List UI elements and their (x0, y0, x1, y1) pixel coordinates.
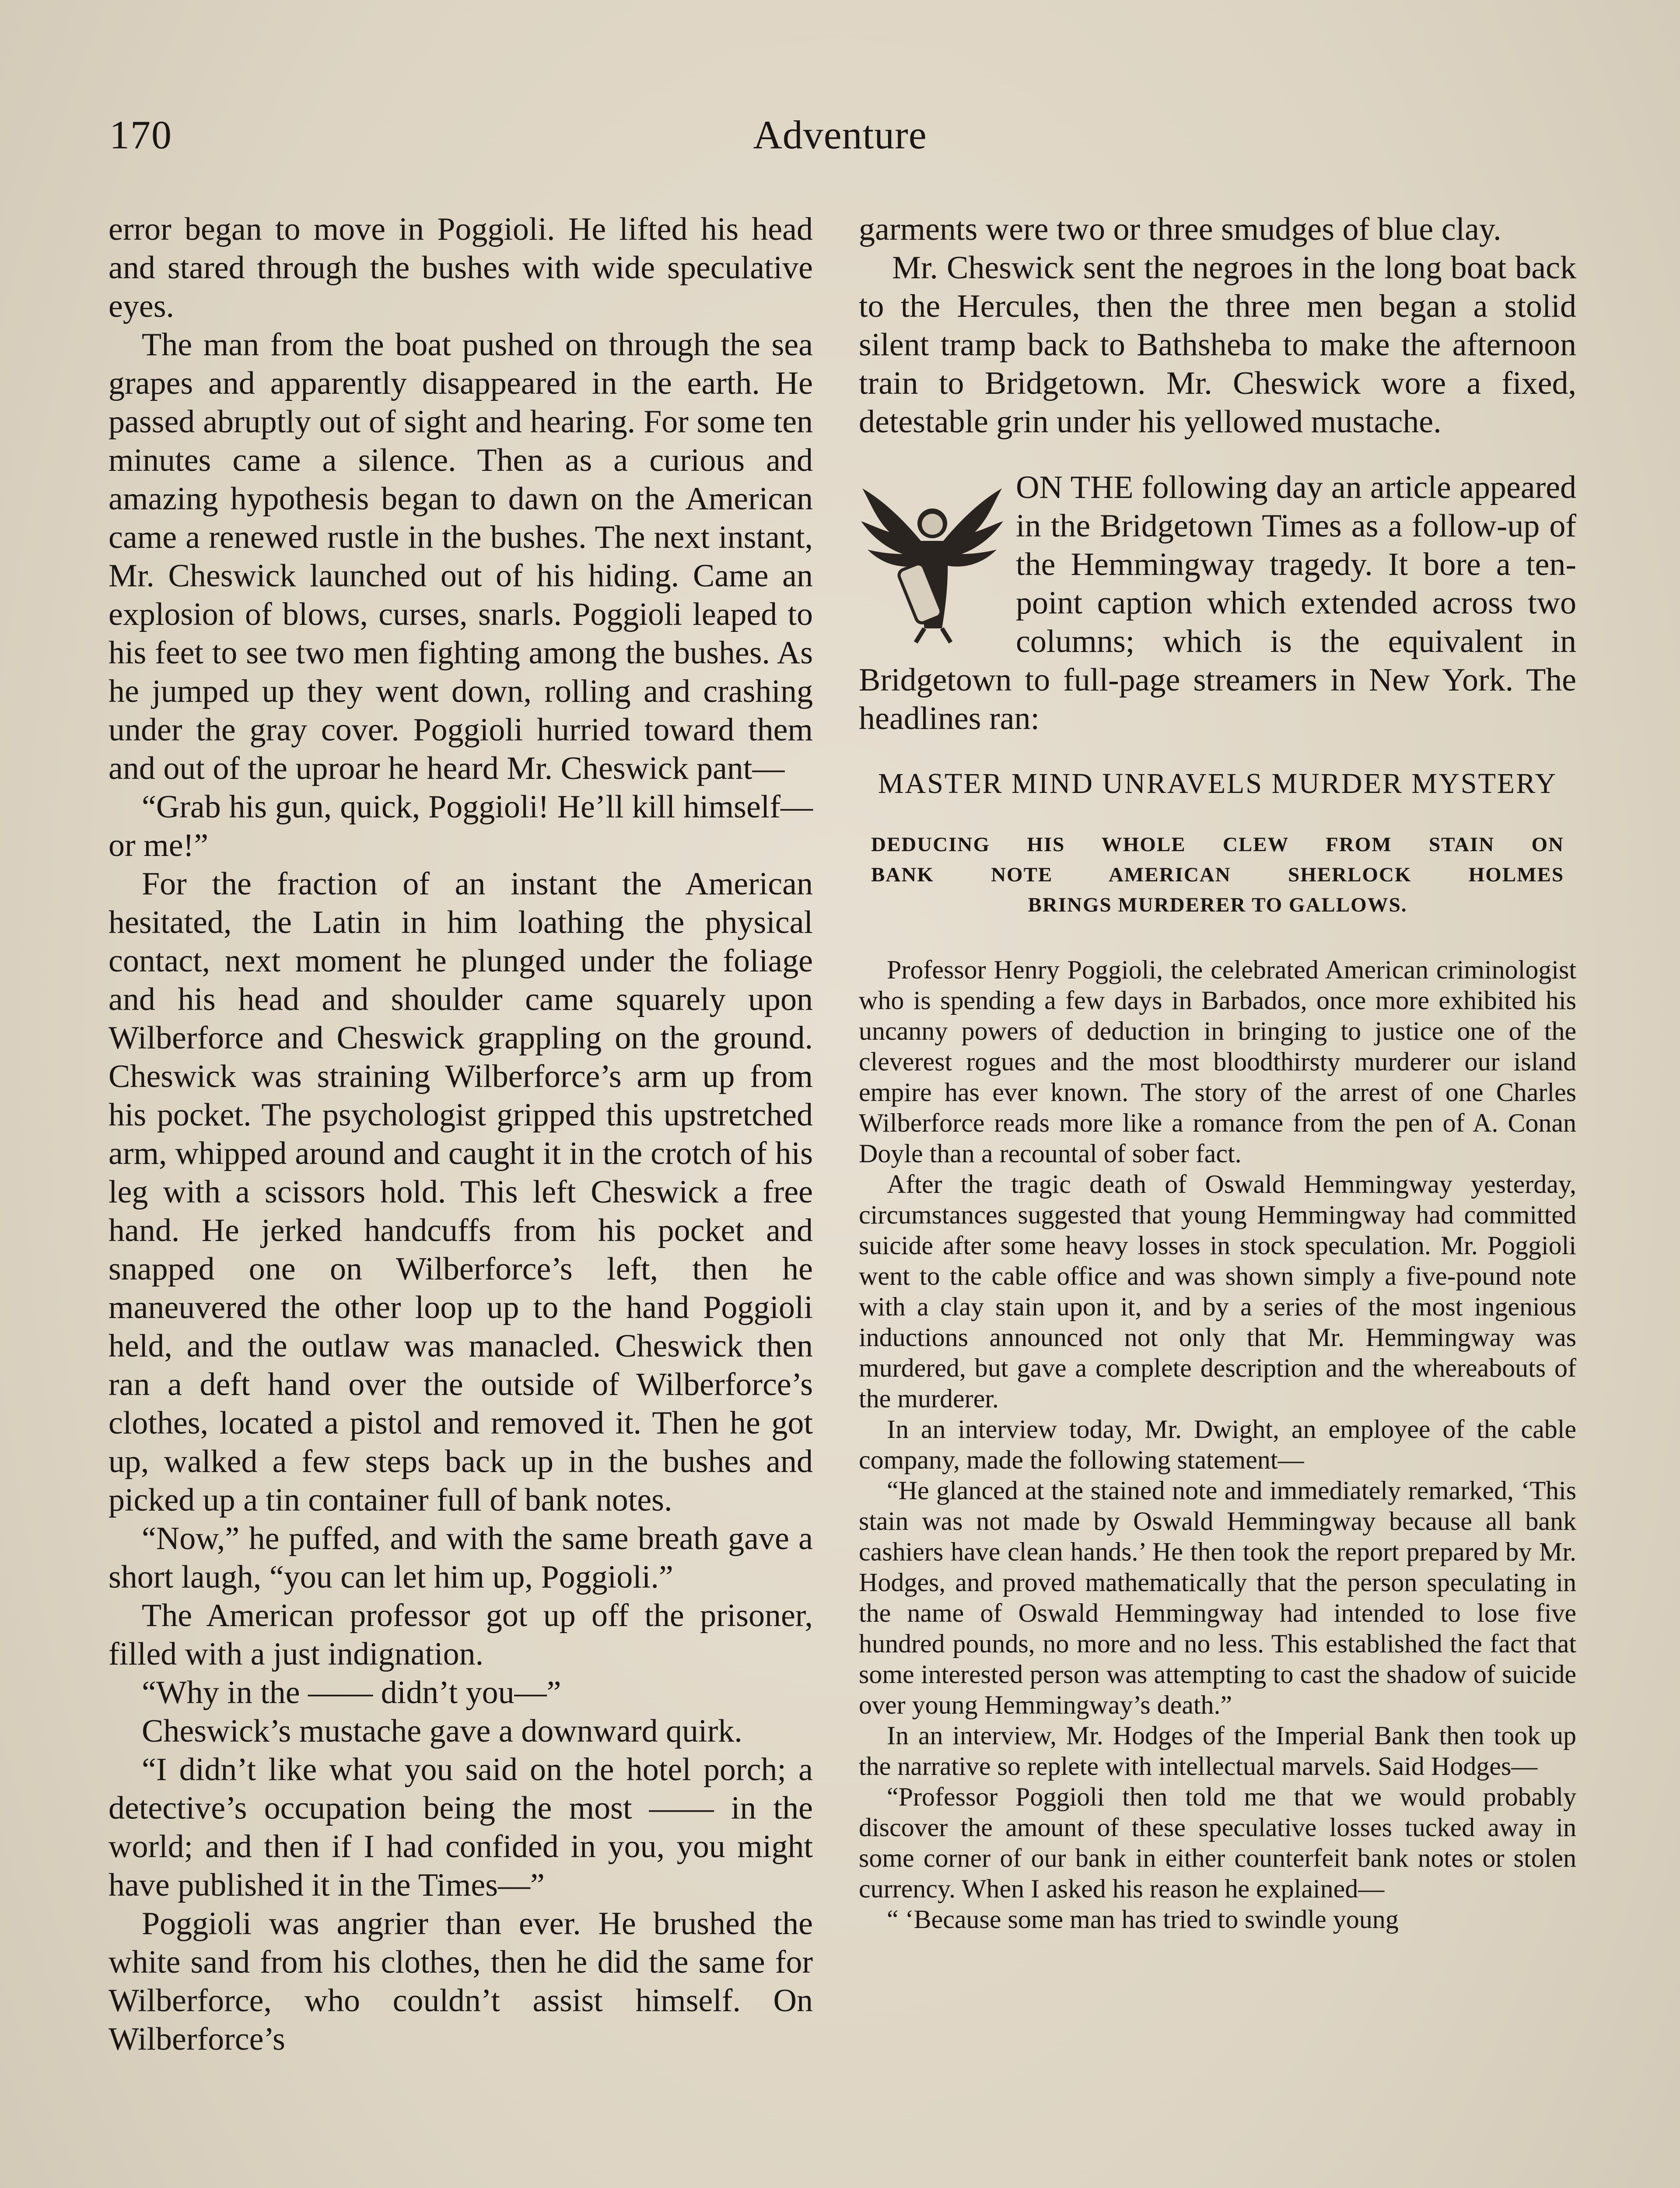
paragraph: Poggioli was angrier than ever. He brushed the white sand from his clothes, then he did the same for Wilberforce, who couldn’t assist himself. On Wilberforce’s (108, 1906, 813, 2057)
paragraph: garments were two or three smudges of blue clay. (859, 211, 1502, 247)
deck-line: DEDUCING HIS WHOLE CLEW FROM STAIN ON (871, 833, 1564, 856)
article-paragraph: “He glanced at the stained note and immediately remarked, ‘This stain was not made by Oswald Hemmingway because all bank cashiers have clean hands.’ He then took the report prepared by Mr. Hodges, and proved mathematically that the person speculating in the name of Oswald Hemmingway had intended to lose five hundred pounds, no more and no less. This established the fact that some interested person was attempting to cast the shadow of suicide over young Hemmingway’s death.” (859, 1476, 1576, 1719)
newspaper-article (859, 954, 1576, 1935)
newspaper-headline: MASTER MIND UNRAVELS MURDER MYSTERY (878, 768, 1558, 799)
paragraph: “Why in the —— didn’t you—” (142, 1675, 561, 1711)
running-head-title: Adventure (753, 112, 927, 157)
section-break (859, 468, 1576, 738)
deck-line: BANK NOTE AMERICAN SHERLOCK HOLMES (871, 863, 1564, 886)
article-paragraph: After the tragic death of Oswald Hemmingway yesterday, circumstances suggested that young Hemmingway had committed suicide after some heavy losses in stock speculation. Mr. Poggioli went to the cable office and was shown simply a five-pound note with a clay stain upon it, and by a series of the most ingenious inductions announced not only that Mr. Hemmingway was murdered, but gave a complete description and the whereabouts of the murderer. (859, 1170, 1576, 1413)
article-paragraph: “Professor Poggioli then told me that we would probably discover the amount of these speculative losses tucked away in some corner of our bank in either counterfeit bank notes or stolen currency. When I asked his reason he explained— (859, 1782, 1576, 1903)
page-number: 170 (109, 112, 172, 157)
paragraph: For the fraction of an instant the American hesitated, the Latin in him loathing the physical contact, next moment he plunged under the foliage and his head and shoulder came squarely upon Wilberforce and Cheswick grappling on the ground. Cheswick was straining Wilberforce’s arm up from his pocket. The psychologist gripped this upstretched arm, whipped around and caught it in the crotch of his leg with a scissors hold. This left Cheswick a free hand. He jerked handcuffs from his pocket and snapped one on Wilberforce’s left, then he maneuvered the other loop up to the hand Poggioli held, and the outlaw was manacled. Cheswick then ran a deft hand over the outside of Wilberforce’s clothes, located a pistol and removed it. Then he got up, walked a few steps back up in the bushes and picked up a tin container full of bank notes. (108, 866, 813, 1518)
winged-cherub-ornament-icon (859, 471, 1005, 646)
deck-line: BRINGS MURDERER TO GALLOWS. (1028, 894, 1407, 916)
paragraph: “I didn’t like what you said on the hotel porch; a detective’s occupation being the most —— in the world; and then if I had confided in you, you might have published it in the Times—” (108, 1752, 813, 1903)
article-paragraph: “ ‘Because some man has tried to swindle young (887, 1905, 1399, 1934)
paragraph: Mr. Cheswick sent the negroes in the long boat back to the Hercules, then the three men began a stolid silent tramp back to Bathsheba to make the afternoon train to Bridgetown. Mr. Cheswick wore a fixed, detestable grin under his yellowed mustache. (859, 250, 1576, 440)
right-column (859, 210, 1576, 1935)
article-paragraph: In an interview, Mr. Hodges of the Imperial Bank then took up the narrative so replete with intellectual marvels. Said Hodges— (859, 1721, 1576, 1781)
paragraph: The American professor got up off the prisoner, filled with a just indignation. (108, 1598, 813, 1672)
paragraph: error began to move in Poggioli. He lifted his head and stared through the bushes with wide speculative eyes. (108, 211, 813, 324)
headline-deck (871, 830, 1564, 920)
left-column (108, 210, 813, 2058)
paragraph: The man from the boat pushed on through the sea grapes and apparently disappeared in the earth. He passed abruptly out of sight and hearing. For some ten minutes came a silence. Then as a curious and amazing hypothesis began to dawn on the American came a renewed rustle in the bushes. The next instant, Mr. Cheswick launched out of his hiding. Came an explosion of blows, curses, snarls. Poggioli leaped to his feet to see two men fighting among the bushes. As he jumped up they went down, rolling and crashing under the gray cover. Poggioli hurried toward them and out of the uproar he heard Mr. Cheswick pant— (108, 327, 813, 786)
paragraph: “Now,” he puffed, and with the same breath gave a short laugh, “you can let him up, Poggioli.” (108, 1521, 813, 1595)
paragraph: Cheswick’s mustache gave a downward quirk. (142, 1713, 742, 1749)
paragraph: “Grab his gun, quick, Poggioli! He’ll kill himself—or me!” (108, 789, 813, 863)
article-paragraph: In an interview today, Mr. Dwight, an employee of the cable company, made the following statement— (859, 1415, 1576, 1474)
article-paragraph: Professor Henry Poggioli, the celebrated American criminologist who is spending a few days in Barbados, once more exhibited his uncanny powers of deduction in bringing to justice one of the cleverest rogues and the most bloodthirsty murderer our island empire has ever known. The story of the arrest of one Charles Wilberforce reads more like a romance from the pen of A. Conan Doyle than a recountal of sober fact. (859, 955, 1576, 1168)
paragraph-with-initial: ON THE following day an article appeared in the Bridgetown Times as a follow-up of the Hemmingway tragedy. It bore a ten-point caption which extended across two columns; which is the equivalent in Bridgetown to full-page streamers in New York. The headlines ran: (859, 470, 1576, 736)
